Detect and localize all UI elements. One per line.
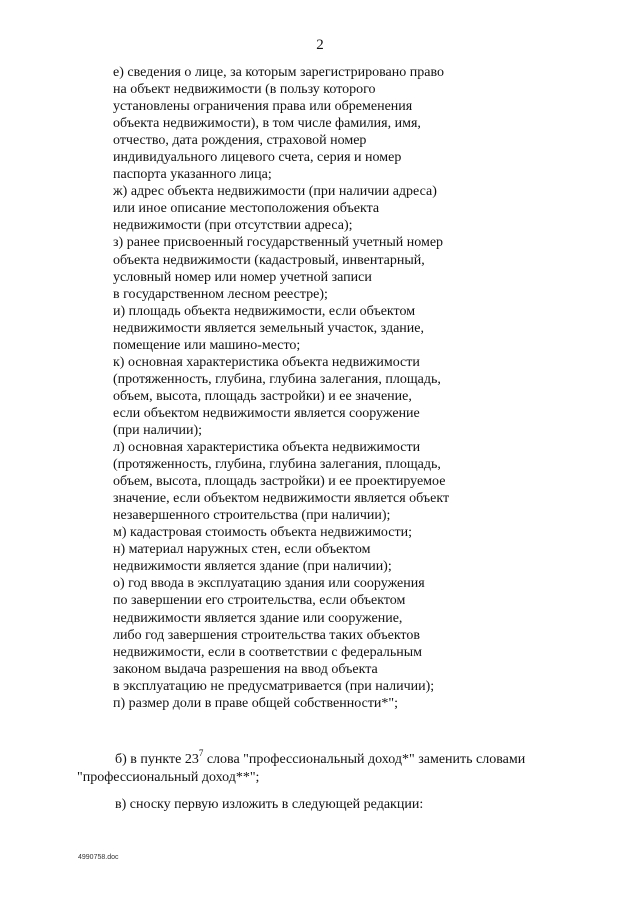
list-line: и) площадь объекта недвижимости, если объектом — [113, 303, 416, 319]
list-line: н) материал наружных стен, если объектом — [113, 542, 371, 558]
list-line: з) ранее присвоенный государственный учетный номер — [113, 235, 444, 251]
list-line: индивидуального лицевого счета, серия и номер — [113, 150, 402, 166]
list-line: незавершенного строительства (при наличии); — [113, 508, 391, 524]
list-line: установлены ограничения права или обременения — [113, 99, 413, 115]
list-line: (протяженность, глубина, глубина залегания, площадь, — [113, 371, 441, 387]
list-line: по завершении его строительства, если объектом — [113, 593, 406, 609]
list-line: отчество, дата рождения, страховой номер — [113, 133, 367, 149]
paragraph-b-suffix: слова "профессиональный доход*" заменить словами — [203, 752, 526, 767]
list-line: объем, высота, площадь застройки) и ее проектируемое — [113, 474, 446, 490]
paragraph-v: в) сноску первую изложить в следующей редакции: — [115, 797, 424, 812]
list-line: ж) адрес объекта недвижимости (при наличии адреса) — [113, 184, 437, 200]
list-line: е) сведения о лице, за которым зарегистрировано право — [113, 65, 444, 80]
paragraph-b-second-line: "профессиональный доход**"; — [77, 770, 260, 785]
list-line: недвижимости (при отсутствии адреса); — [113, 218, 353, 234]
footer-filename: 4990758.doc — [78, 854, 119, 861]
paragraph-b — [77, 748, 577, 787]
list-line: в эксплуатацию не предусматривается (при наличии); — [113, 678, 435, 694]
list-line: л) основная характеристика объекта недвижимости — [113, 440, 421, 456]
list-line: значение, если объектом недвижимости является объект — [113, 491, 450, 507]
list-line: или иное описание местоположения объекта — [113, 201, 380, 217]
list-line: объекта недвижимости), в том числе фамилия, имя, — [113, 116, 421, 132]
list-line: на объект недвижимости (в пользу которого — [113, 82, 376, 98]
list-line: м) кадастровая стоимость объекта недвижимости; — [113, 525, 412, 541]
list-line: недвижимости является здание или сооружение, — [113, 610, 403, 626]
list-line: паспорта указанного лица; — [113, 167, 272, 183]
list-line: о) год ввода в эксплуатацию здания или сооружения — [113, 576, 425, 592]
list-line: недвижимости, если в соответствии с федеральным — [113, 644, 423, 660]
list-line: законом выдача разрешения на ввод объекта — [113, 661, 378, 677]
paragraph-b-first-line — [77, 748, 577, 769]
list-line: объекта недвижимости (кадастровый, инвентарный, — [113, 252, 425, 268]
list-line: (протяженность, глубина, глубина залегания, площадь, — [113, 457, 441, 473]
list-line: либо год завершения строительства таких объектов — [113, 627, 420, 643]
list-line: недвижимости является земельный участок, здание, — [113, 320, 424, 336]
list-line: недвижимости является здание (при наличии); — [113, 559, 392, 575]
paragraph-b-prefix: б) в пункте 23 — [115, 752, 199, 767]
list-line: (при наличии); — [113, 422, 203, 438]
list-line: в государственном лесном реестре); — [113, 286, 328, 302]
list-line: п) размер доли в праве общей собственности*"; — [113, 695, 399, 711]
list-line: к) основная характеристика объекта недвижимости — [113, 354, 420, 370]
paragraph-b-superscript: 7 — [198, 748, 204, 759]
list-line: объем, высота, площадь застройки) и ее значение, — [113, 388, 412, 404]
page-number: 2 — [316, 37, 324, 53]
quoted-list-block — [113, 64, 593, 712]
list-line: помещение или машино-место; — [113, 337, 301, 353]
list-line: условный номер или номер учетной записи — [113, 269, 372, 285]
list-line: если объектом недвижимости является сооружение — [113, 405, 420, 421]
